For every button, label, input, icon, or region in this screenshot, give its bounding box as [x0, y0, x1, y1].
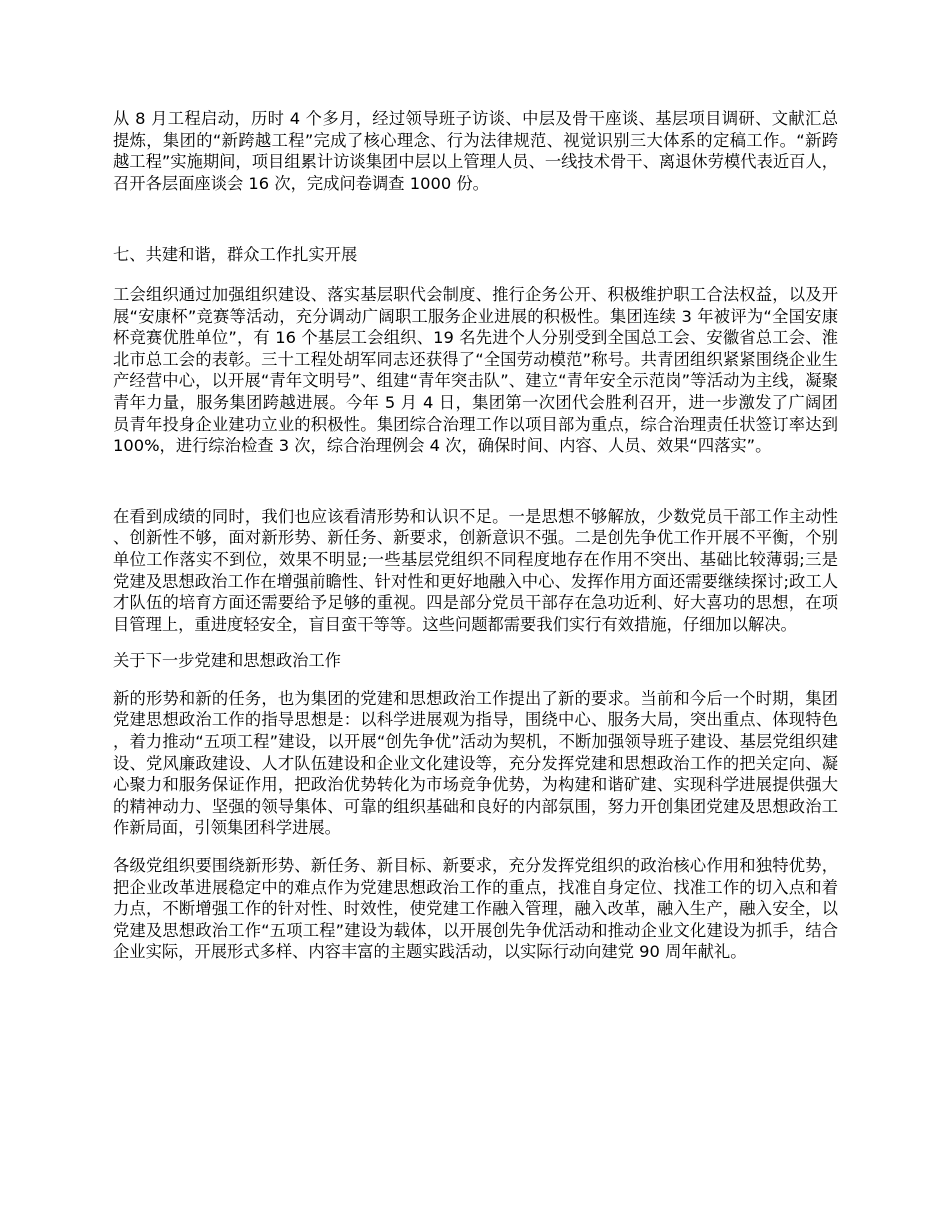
paragraph-shortcomings: 在看到成绩的同时，我们也应该看清形势和认识不足。一是思想不够解放，少数党员干部工作主动性、创新性不够，面对新形势、新任务、新要求，创新意识不强。二是创先争优工作开展不平衡，个别单位工作落实不到位，效果不明显;一些基层党组织不同程度地存在作用不突出、基础比较薄弱;三是党建及思想政治工作在增强前瞻性、针对性和更好地融入中心、发挥作用方面还需要继续探讨;政工人才队伍的培育方面还需要给予足够的重视。四是部分党员干部存在急功近利、好大喜功的思想，在项目管理上，重进度轻安全，盲目蛮干等等。这些问题都需要我们实行有效措施，仔细加以解决。	[113, 506, 838, 634]
section-heading-harmony: 七、共建和谐，群众工作扎实开展	[113, 245, 358, 265]
paragraph-project-progress: 从 8 月工程启动，历时 4 个多月，经过领导班子访谈、中层及骨干座谈、基层项目调研、文献汇总提炼，集团的“新跨越工程”完成了核心理念、行为法律规范、视觉识别三大体系的定稿工作。“新跨越工程”实施期间，项目组累计访谈集团中层以上管理人员、一线技术骨干、离退休劳模代表近百人，召开各层面座谈会 16 次，完成问卷调查 1000 份。	[113, 109, 838, 193]
document-page	[113, 108, 838, 963]
section-heading-next-steps: 关于下一步党建和思想政治工作	[113, 651, 341, 671]
paragraph-party-organizations: 各级党组织要围绕新形势、新任务、新目标、新要求，充分发挥党组织的政治核心作用和独特优势，把企业改革进展稳定中的难点作为党建思想政治工作的重点，找准自身定位、找准工作的切入点和着力点，不断增强工作的针对性、时效性，使党建工作融入管理，融入改革，融入生产，融入安全，以党建及思想政治工作“五项工程”建设为载体，以开展创先争优活动和推动企业文化建设为抓手，结合企业实际，开展形式多样、内容丰富的主题实践活动，以实际行动向建党 90 周年献礼。	[113, 856, 838, 962]
paragraph-guiding-ideology: 新的形势和新的任务，也为集团的党建和思想政治工作提出了新的要求。当前和今后一个时期，集团党建思想政治工作的指导思想是：以科学进展观为指导，围绕中心、服务大局，突出重点、体现特色，着力推动“五项工程”建设，以开展“创先争优”活动为契机，不断加强领导班子建设、基层党组织建设、党风廉政建设、人才队伍建设和企业文化建设等，充分发挥党建和思想政治工作的把关定向、凝心聚力和服务保证作用，把政治优势转化为市场竞争优势，为构建和谐矿建、实现科学进展提供强大的精神动力、坚强的领导集体、可靠的组织基础和良好的内部氛围，努力开创集团党建及思想政治工作新局面，引领集团科学进展。	[113, 688, 838, 838]
paragraph-union-work: 工会组织通过加强组织建设、落实基层职代会制度、推行企务公开、积极维护职工合法权益，以及开展“安康杯”竞赛等活动，充分调动广阔职工服务企业进展的积极性。集团连续 3 年被评为“全国安康杯竞赛优胜单位”，有 16 个基层工会组织、19 名先进个人分别受到全国总工会、安徽省总工会、淮北市总工会的表彰。三十工程处胡军同志还获得了“全国劳动模范”称号。共青团组织紧紧围绕企业生产经营中心，以开展“青年文明号”、组建“青年突击队”、建立“青年安全示范岗”等活动为主线，凝聚青年力量，服务集团跨越进展。今年 5 月 4 日，集团第一次团代会胜利召开，进一步激发了广阔团员青年投身企业建功立业的积极性。集团综合治理工作以项目部为重点，综合治理责任状签订率达到 100%，进行综治检查 3 次，综合治理例会 4 次，确保时间、内容、人员、效果“四落实”。	[113, 284, 838, 456]
